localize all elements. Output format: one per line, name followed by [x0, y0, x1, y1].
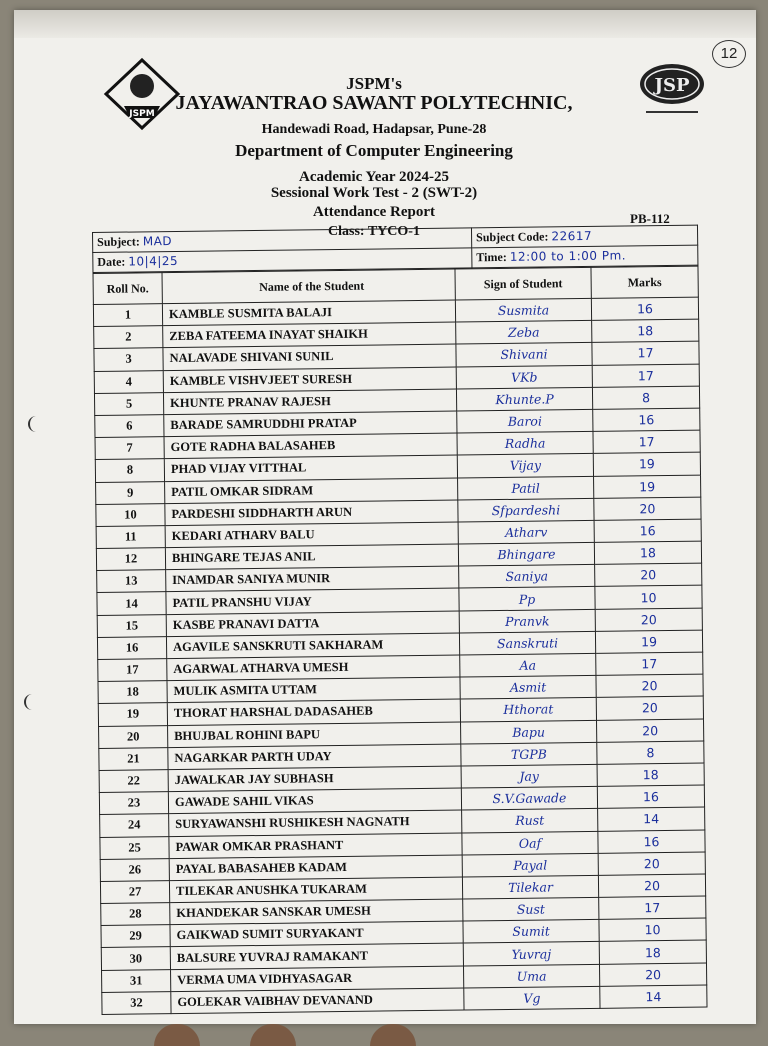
subject-code-value: 22617	[551, 228, 593, 244]
student-name: THORAT HARSHAL DADASAHEB	[167, 699, 460, 725]
student-marks: 17	[592, 364, 699, 387]
student-marks: 20	[596, 674, 703, 697]
binder-hole	[24, 694, 40, 710]
student-signature: TGPB	[461, 742, 597, 766]
student-marks: 10	[599, 918, 706, 941]
student-signature: Tilekar	[462, 875, 598, 899]
student-marks: 20	[596, 696, 703, 719]
student-name: GOTE RADHA BALASAHEB	[164, 433, 457, 459]
student-signature: Pp	[459, 587, 595, 611]
student-name: GOLEKAR VAIBHAV DEVANAND	[171, 988, 464, 1014]
student-name: KAMBLE VISHVJEET SURESH	[163, 367, 456, 393]
student-name: PATIL PRANSHU VIJAY	[166, 588, 459, 614]
student-name: PATIL OMKAR SIDRAM	[165, 478, 458, 504]
student-name: INAMDAR SANIYA MUNIR	[166, 566, 459, 592]
student-name: NAGARKAR PARTH UDAY	[168, 744, 461, 770]
student-name: BHUJBAL ROHINI BAPU	[168, 722, 461, 748]
roll-number: 6	[95, 415, 164, 438]
attendance-table-wrapper	[92, 225, 708, 1015]
roll-number: 32	[102, 991, 171, 1014]
roll-number: 13	[97, 570, 166, 593]
student-marks: 20	[598, 852, 705, 875]
student-signature: Sfpardeshi	[458, 498, 594, 522]
student-name: KEDARI ATHARV BALU	[165, 522, 458, 548]
address: Handewadi Road, Hadapsar, Pune-28	[261, 122, 487, 137]
student-signature: Susmita	[455, 298, 591, 322]
students-body	[93, 297, 707, 1014]
student-name: KHUNTE PRANAV RAJESH	[163, 389, 456, 415]
student-marks: 20	[595, 608, 702, 631]
jsp-logo	[636, 58, 708, 122]
student-signature: Hthorat	[460, 698, 596, 722]
student-marks: 14	[600, 985, 707, 1008]
student-signature: Sust	[463, 897, 599, 921]
student-signature: Vg	[464, 986, 600, 1010]
student-signature: VKb	[456, 365, 592, 389]
student-marks: 20	[594, 497, 701, 520]
class-label: Class: TYCO-1	[328, 224, 420, 239]
student-marks: 16	[597, 785, 704, 808]
roll-number: 21	[99, 747, 168, 770]
student-name: ZEBA FATEEMA INAYAT SHAIKH	[163, 322, 456, 348]
student-name: TILEKAR ANUSHKA TUKARAM	[169, 877, 462, 903]
student-marks: 16	[598, 830, 705, 853]
student-name: KHANDEKAR SANSKAR UMESH	[170, 899, 463, 925]
student-name: MULIK ASMITA UTTAM	[167, 677, 460, 703]
roll-number: 3	[94, 348, 163, 371]
student-name: BALSURE YUVRAJ RAMAKANT	[170, 943, 463, 969]
roll-number: 14	[97, 592, 166, 615]
svg-text:JSP: JSP	[654, 75, 690, 96]
org-name: JSPM's	[346, 74, 402, 93]
student-signature: Bhingare	[458, 542, 594, 566]
student-marks: 17	[596, 652, 703, 675]
student-signature: Rust	[462, 809, 598, 833]
student-signature: Vijay	[457, 454, 593, 478]
student-signature: Asmit	[460, 676, 596, 700]
paper-top-edge	[14, 10, 756, 38]
time-value: 12:00 to 1:00 Pm.	[509, 248, 627, 264]
date-value: 10|4|25	[128, 253, 179, 269]
roll-number: 31	[102, 969, 171, 992]
header-roll: Roll No.	[93, 273, 162, 305]
student-marks: 16	[594, 519, 701, 542]
student-name: SURYAWANSHI RUSHIKESH NAGNATH	[169, 810, 462, 836]
roll-number: 7	[95, 437, 164, 460]
header-name: Name of the Student	[162, 269, 455, 304]
student-marks: 16	[593, 408, 700, 431]
student-signature: Bapu	[461, 720, 597, 744]
date-cell: Date: 10|4|25	[93, 248, 472, 273]
student-marks: 17	[592, 341, 699, 364]
roll-number: 11	[96, 526, 165, 549]
student-signature: Saniya	[459, 565, 595, 589]
student-name: GAIKWAD SUMIT SURYAKANT	[170, 921, 463, 947]
student-signature: Uma	[463, 964, 599, 988]
student-signature: Radha	[457, 432, 593, 456]
attendance-sheet	[14, 10, 756, 1024]
student-marks: 20	[599, 963, 706, 986]
student-marks: 17	[599, 896, 706, 919]
binder-hole	[28, 416, 44, 432]
roll-number: 23	[99, 792, 168, 815]
student-marks: 19	[595, 630, 702, 653]
student-marks: 18	[599, 940, 706, 963]
fingers	[154, 1020, 424, 1040]
student-name: NALAVADE SHIVANI SUNIL	[163, 344, 456, 370]
roll-number: 30	[101, 947, 170, 970]
subject-value: MAD	[142, 234, 173, 249]
student-signature: Oaf	[462, 831, 598, 855]
student-name: BARADE SAMRUDDHI PRATAP	[164, 411, 457, 437]
student-marks: 8	[597, 741, 704, 764]
roll-number: 22	[99, 770, 168, 793]
student-marks: 19	[593, 452, 700, 475]
page-number: 12	[712, 40, 746, 68]
academic-year: Academic Year 2024-25	[299, 169, 449, 185]
student-marks: 18	[594, 541, 701, 564]
roll-number: 4	[94, 370, 163, 393]
student-signature: Atharv	[458, 520, 594, 544]
roll-number: 8	[95, 459, 164, 482]
student-marks: 18	[597, 763, 704, 786]
roll-number: 5	[94, 392, 163, 415]
student-signature: Zeba	[456, 321, 592, 345]
roll-number: 17	[98, 659, 167, 682]
student-signature: Khunte.P	[456, 387, 592, 411]
roll-number: 26	[100, 858, 169, 881]
student-name: PARDESHI SIDDHARTH ARUN	[165, 500, 458, 526]
roll-number: 9	[96, 481, 165, 504]
roll-number: 18	[98, 681, 167, 704]
student-name: AGARWAL ATHARVA UMESH	[167, 655, 460, 681]
roll-number: 27	[100, 880, 169, 903]
roll-number: 20	[99, 725, 168, 748]
student-marks: 20	[596, 719, 703, 742]
roll-number: 25	[100, 836, 169, 859]
roll-number: 16	[97, 636, 166, 659]
student-signature: Patil	[458, 476, 594, 500]
roll-number: 15	[97, 614, 166, 637]
subject-code-cell: Subject Code: 22617	[471, 225, 697, 248]
header-sign: Sign of Student	[455, 267, 591, 300]
student-signature: Jay	[461, 764, 597, 788]
student-signature: Shivani	[456, 343, 592, 367]
student-signature: Pranvk	[459, 609, 595, 633]
student-name: PHAD VIJAY VITTHAL	[164, 455, 457, 481]
student-name: JAWALKAR JAY SUBHASH	[168, 766, 461, 792]
student-marks: 19	[594, 475, 701, 498]
student-name: PAWAR OMKAR PRASHANT	[169, 833, 462, 859]
time-cell: Time: 12:00 to 1:00 Pm.	[472, 245, 698, 268]
student-name: KAMBLE SUSMITA BALAJI	[162, 300, 455, 326]
student-name: GAWADE SAHIL VIKAS	[168, 788, 461, 814]
department: Department of Computer Engineering	[235, 141, 513, 160]
institute-name: JAYAWANTRAO SAWANT POLYTECHNIC,	[175, 92, 573, 114]
student-signature: Sanskruti	[459, 631, 595, 655]
roll-number: 2	[94, 326, 163, 349]
student-signature: Payal	[462, 853, 598, 877]
student-name: BHINGARE TEJAS ANIL	[165, 544, 458, 570]
student-name: AGAVILE SANSKRUTI SAKHARAM	[166, 633, 459, 659]
student-signature: Yuvraj	[463, 942, 599, 966]
roll-number: 24	[100, 814, 169, 837]
student-marks: 10	[595, 586, 702, 609]
student-marks: 16	[591, 297, 698, 320]
student-name: VERMA UMA VIDHYASAGAR	[171, 966, 464, 992]
students-table	[93, 266, 708, 1015]
roll-number: 28	[101, 903, 170, 926]
student-signature: S.V.Gawade	[461, 786, 597, 810]
student-signature: Sumit	[463, 920, 599, 944]
roll-number: 12	[96, 548, 165, 571]
subject-cell: Subject: MAD	[93, 228, 472, 253]
student-marks: 20	[595, 563, 702, 586]
roll-number: 1	[93, 304, 162, 327]
test-name: Sessional Work Test - 2 (SWT-2)	[270, 185, 478, 201]
student-name: KASBE PRANAVI DATTA	[166, 611, 459, 637]
report-title: Attendance Report	[312, 204, 436, 220]
student-marks: 8	[592, 386, 699, 409]
student-signature: Baroi	[457, 409, 593, 433]
roll-number: 29	[101, 925, 170, 948]
student-marks: 18	[592, 319, 699, 342]
svg-text:JSPM: JSPM	[129, 109, 155, 119]
student-signature: Aa	[460, 653, 596, 677]
student-marks: 14	[598, 807, 705, 830]
student-marks: 20	[598, 874, 705, 897]
header-marks: Marks	[591, 266, 698, 298]
student-name: PAYAL BABASAHEB KADAM	[169, 855, 462, 881]
room-number: PB-112	[630, 211, 670, 226]
roll-number: 10	[96, 503, 165, 526]
student-marks: 17	[593, 430, 700, 453]
roll-number: 19	[98, 703, 167, 726]
